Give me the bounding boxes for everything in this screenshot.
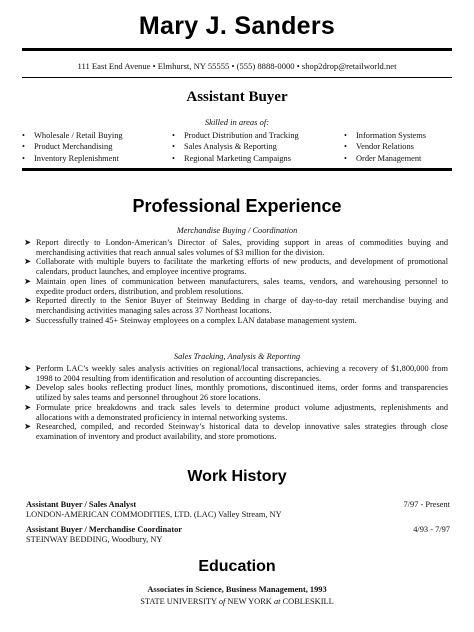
skill-label: Sales Analysis & Reporting	[184, 142, 277, 152]
list-item	[24, 364, 448, 383]
job-role: Assistant Buyer / Merchandise Coordinator	[26, 525, 183, 534]
skill-item	[172, 141, 299, 152]
bullet-icon: •	[22, 153, 25, 163]
bullet-icon: •	[22, 142, 25, 152]
arrow-bullet-icon: ➤	[24, 383, 31, 393]
school-name-part: COBLESKILL	[280, 597, 334, 606]
skill-label: Order Management	[356, 153, 422, 163]
sales-bullet-list	[24, 364, 448, 442]
skill-label: Product Distribution and Tracking	[184, 131, 299, 140]
skill-item	[172, 153, 299, 164]
school-name-italic: at	[273, 597, 281, 606]
bullet-icon: •	[344, 131, 347, 140]
education-degree: Associates in Science, Business Management, 1993	[147, 585, 327, 594]
school-name-part: STATE UNIVERSITY	[140, 597, 219, 606]
list-item	[24, 383, 448, 402]
bullet-icon: •	[172, 142, 175, 152]
buying-bullet-list	[24, 238, 448, 325]
arrow-bullet-icon: ➤	[24, 364, 31, 373]
objective-title: Assistant Buyer	[186, 89, 288, 105]
skill-item	[344, 130, 426, 141]
arrow-bullet-icon: ➤	[24, 296, 31, 306]
education-title: Education	[198, 558, 276, 575]
skills-column-3	[344, 130, 426, 164]
bullet-text: Collaborate with multiple buyers to facilitate the marketing efforts of new products, and development of promotional calendars, product launches, and employee incentive programs.	[36, 257, 448, 277]
bullet-icon: •	[172, 131, 175, 140]
resume-name: Mary J. Sanders	[138, 12, 336, 40]
skill-label: Wholesale / Retail Buying	[34, 131, 123, 140]
arrow-bullet-icon: ➤	[24, 276, 31, 286]
header-top-rule	[22, 48, 452, 51]
list-item	[24, 277, 448, 296]
list-item	[24, 403, 448, 422]
bullet-icon: •	[344, 153, 347, 163]
skill-item	[22, 141, 123, 152]
bullet-text: Researched, compiled, and recorded Steinway’s historical data to develop innovative sales strategies through close examination of inventory and product availability, and store promotions.	[36, 422, 448, 441]
subhead-sales: Sales Tracking, Analysis & Reporting	[173, 352, 301, 361]
contact-line: 111 East End Avenue • Elmhurst, NY 55555 • (555) 8888-0000 • shop2drop@retailworld.net	[77, 61, 397, 71]
job-role: Assistant Buyer / Sales Analyst	[26, 500, 137, 509]
school-name-part: NEW YORK	[225, 597, 274, 606]
skills-column-1	[22, 130, 123, 164]
experience-title: Professional Experience	[132, 196, 342, 216]
skilled-label: Skilled in areas of:	[204, 117, 270, 127]
list-item	[24, 257, 448, 276]
skill-label: Product Merchandising	[34, 142, 113, 152]
skill-label: Regional Marketing Campaigns	[184, 153, 291, 163]
arrow-bullet-icon: ➤	[24, 238, 31, 247]
skill-item	[22, 153, 123, 164]
list-item	[24, 316, 448, 326]
skills-column-2	[172, 130, 299, 164]
bullet-icon: •	[22, 131, 25, 140]
arrow-bullet-icon: ➤	[24, 402, 31, 412]
job-employer: LONDON-AMERICAN COMMODITIES, LTD. (LAC) Valley Stream, NY	[26, 510, 282, 519]
education-school	[0, 597, 474, 606]
arrow-bullet-icon: ➤	[24, 315, 31, 325]
bullet-text: Formulate price breakdowns and track sales levels to determine product volume adjustments, replenishments and allocations with a demonstrated proficiency in internal networking systems.	[36, 402, 448, 422]
skill-item	[22, 130, 123, 141]
skill-item	[172, 130, 299, 141]
work-history-title: Work History	[187, 468, 287, 485]
bullet-text: Report directly to London-American’s Director of Sales, providing support in areas of commodities buying and merchandising activities that reach annual sales volumes of $3 million for the division.	[36, 238, 448, 257]
bullet-text: Maintain open lines of communication between manufacturers, sales teams, vendors, and warehousing personnel to expedite product orders, distribution, and problem resolutions.	[36, 276, 448, 296]
job-dates: 7/97 - Present	[403, 500, 450, 509]
school-name-italic: of	[218, 597, 226, 606]
bullet-icon: •	[344, 142, 347, 152]
skill-label: Vendor Relations	[356, 142, 414, 152]
job-dates: 4/93 - 7/97	[413, 525, 450, 534]
list-item	[24, 238, 448, 257]
bullet-text: Perform LAC’s weekly sales analysis activities on regional/local transactions, achieving a recovery of $1,800,000 from 1998 to 2004 resulting from identification and resolution of accounting discrepancies.	[36, 364, 448, 383]
list-item	[24, 296, 448, 315]
bullet-icon: •	[172, 153, 175, 163]
objective-rule	[22, 168, 452, 171]
arrow-bullet-icon: ➤	[24, 422, 31, 432]
bullet-text: Successfully trained 45+ Steinway employees on a complex LAN database management system.	[36, 315, 357, 325]
skill-label: Information Systems	[356, 131, 427, 140]
list-item	[24, 422, 448, 441]
skill-item	[344, 141, 426, 152]
header-bottom-rule	[22, 77, 452, 78]
subhead-buying: Merchandise Buying / Coordination	[176, 226, 298, 235]
bullet-text: Develop sales books reflecting product lines, monthly promotions, discontinued items, order forms and transparencies utilized by sales teams and personnel throughout 26 store locations.	[36, 383, 448, 403]
job-employer: STEINWAY BEDDING, Woodbury, NY	[26, 535, 163, 544]
skill-item	[344, 153, 426, 164]
job-entry	[26, 500, 450, 520]
arrow-bullet-icon: ➤	[24, 257, 31, 267]
skill-label: Inventory Replenishment	[34, 153, 119, 163]
bullet-text: Reported directly to the Senior Buyer of Steinway Bedding in charge of day-to-day retail merchandise buying and merchandising activities managing sales across 37 Northeast locations.	[36, 296, 448, 315]
job-entry	[26, 525, 450, 545]
